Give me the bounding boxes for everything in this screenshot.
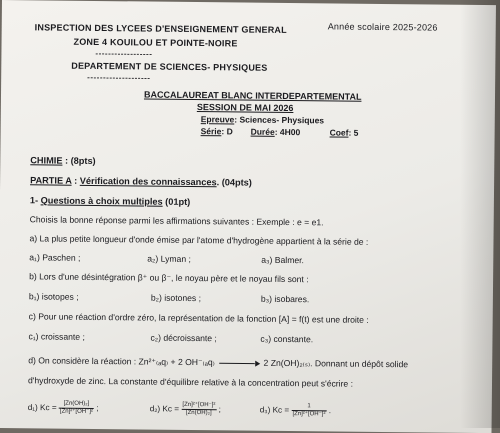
duree-line [251,127,301,138]
partie-points: . (04pts) [217,177,252,187]
question-b: b) Lors d'une désintégration β⁺ ou β⁻, le noyau père et le noyau fils sont : [29,271,309,285]
answer-d1 [28,400,99,416]
serie-label: Série [201,126,222,136]
question-1-points: (01pt) [163,197,191,207]
answer-d2-end: ; [219,405,221,414]
answer-c1: c₁) croissante ; [28,331,84,342]
separator-1: ------------------ [95,49,152,59]
epreuve-value: : Sciences- Physiques [234,114,324,125]
answer-d1-label: d₁) Kc = [28,403,57,412]
instruction-text: Choisis la bonne réponse parmi les affirmations suivantes : Exemple : e = e1. [30,214,324,227]
answer-d1-denominator: [Zn]²⁺[OH⁻]² [59,409,94,416]
coef-line [330,127,359,137]
answer-d2-fraction [181,402,216,417]
coef-value: : 5 [348,128,358,138]
question-d-products: 2 Zn(OH)₂₍ₛ₎. Donnant un dépôt solide [264,358,409,370]
school-year: Année scolaire 2025-2026 [328,21,438,32]
coef-label: Coef [330,127,349,137]
question-1-number: 1- [30,195,41,205]
department-title: DEPARTEMENT DE SCIENCES- PHYSIQUES [71,61,267,73]
answer-d3-label: d₃) Kc = [260,405,290,414]
question-d [28,355,408,370]
exam-title: BACCALAUREAT BLANC INTERDEPARTEMENTAL [144,89,362,101]
separator-2: -------------------- [87,73,150,83]
question-d-line2: d'hydroxyde de zinc. La constante d'équilibre relative à la concentration peut s'écrire : [28,375,353,388]
reaction-arrow-icon [217,359,261,367]
inspection-title: INSPECTION DES LYCEES D'ENSEIGNEMENT GENERAL [35,22,287,35]
answer-a3: a₃) Balmer. [261,255,304,265]
question-1-heading [30,195,190,207]
session-title: SESSION DE MAI 2026 [197,102,294,113]
zone-title: ZONE 4 KOUILOU ET POINTE-NOIRE [74,37,238,49]
question-c: c) Pour une réaction d'ordre zéro, la représentation de la fonction [A] = f(t) est une droite : [29,311,369,325]
partie-label: PARTIE A [30,175,72,185]
serie-line [201,126,233,136]
chimie-heading [30,155,95,166]
epreuve-label: Epreuve [201,114,235,124]
answer-b1: b₁) isotopes ; [29,291,79,302]
epreuve-line [201,114,324,125]
answer-a2: a₂) Lyman ; [147,254,191,264]
answer-d3-end: . [329,406,331,415]
answer-d3 [260,403,331,419]
answer-d2-label: d₂) Kc = [150,404,179,413]
question-a: a) La plus petite longueur d'onde émise par l'atome d'hydrogène appartient à la série de : [29,233,368,247]
chimie-points: : (8pts) [62,156,95,166]
answer-d3-numerator: 1 [291,403,326,411]
answer-a1: a₁) Paschen ; [29,252,80,263]
partie-separator: : [72,176,80,186]
duree-value: : 4H00 [275,127,301,137]
question-1-title: Questions à choix multiples [41,195,163,206]
partie-title: Vérification des connaissances [80,176,217,187]
serie-value: : D [221,126,232,136]
answer-b3: b₃) isobares. [261,294,310,305]
answer-b2: b₂) isotones ; [151,293,201,304]
answer-d1-fraction [59,401,94,416]
answer-d3-fraction [291,403,326,418]
duree-label: Durée [251,127,275,137]
chimie-label: CHIMIE [30,155,62,165]
answer-c3: c₃) constante. [260,334,313,345]
answer-d2 [150,402,221,418]
question-d-reactants: d) On considère la réaction : Zn²⁺₍ₐq₎ + 2 OH⁻₍ₐq₎ [28,355,215,367]
answer-c2: c₂) décroissante ; [150,333,216,344]
answer-d2-numerator: [Zn]²⁺[OH⁻]² [181,402,216,410]
answer-d3-denominator: [Zn]²⁺[OH⁻]² [291,411,326,418]
answer-d2-denominator: [Zn(OH)₂] [181,410,216,417]
answer-d1-numerator: [Zn(OH)₂] [59,401,94,409]
partie-a-heading [30,175,252,187]
answer-d1-end: ; [96,404,98,413]
